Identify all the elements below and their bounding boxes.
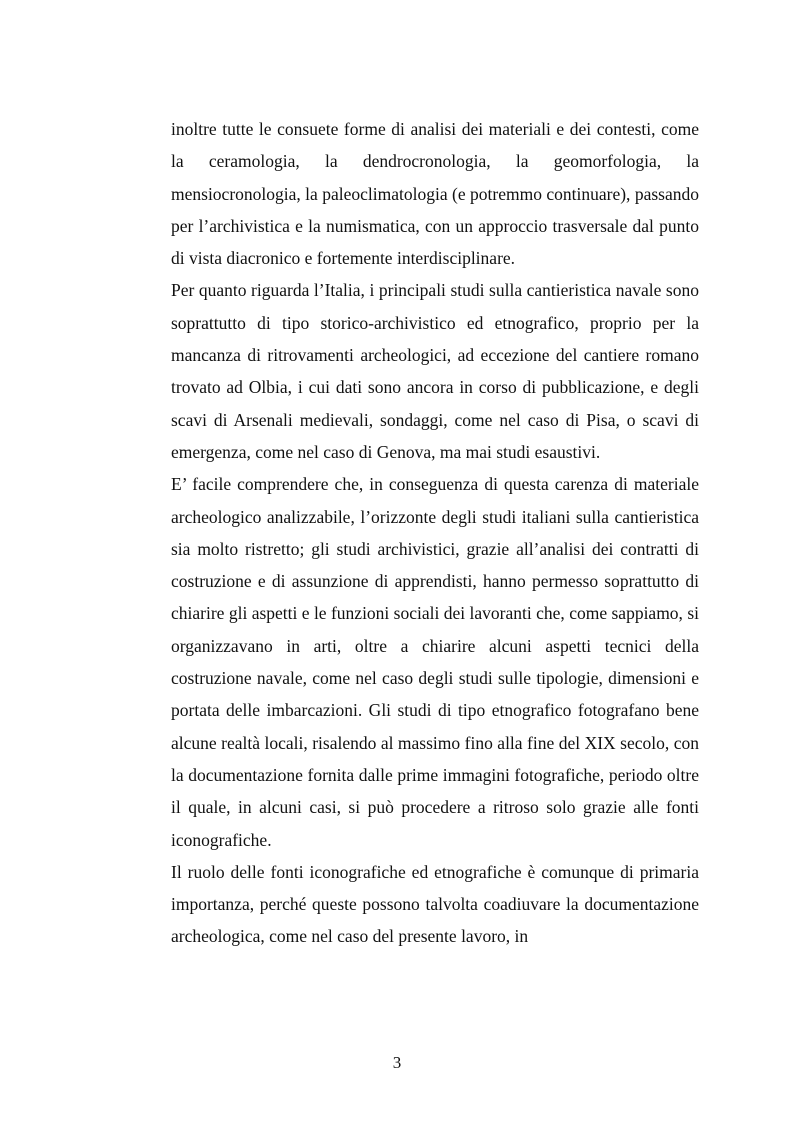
- paragraph-1: inoltre tutte le consuete forme di analisi dei materiali e dei contesti, come la ceramologia, la dendrocronologia, la geomorfologia, la mensiocronologia, la paleoclimatologia (e potremmo continuare), passando per l’archivistica e la numismatica, con un approccio trasversale dal punto di vista diacronico e fortemente interdisciplinare.: [171, 119, 699, 269]
- page-number: 3: [392, 1053, 402, 1072]
- body-text: [171, 113, 699, 953]
- paragraph-2: Per quanto riguarda l’Italia, i principali studi sulla cantieristica navale sono soprattutto di tipo storico-archivistico ed etnografico, proprio per la mancanza di ritrovamenti archeologici, ad eccezione del cantiere romano trovato ad Olbia, i cui dati sono ancora in corso di pubblicazione, e degli scavi di Arsenali medievali, sondaggi, come nel caso di Pisa, o scavi di emergenza, come nel caso di Genova, ma mai studi esaustivi.: [171, 280, 699, 462]
- paragraph-4: Il ruolo delle fonti iconografiche ed etnografiche è comunque di primaria importanza, perché queste possono talvolta coadiuvare la documentazione archeologica, come nel caso del presente lavoro, in: [171, 861, 699, 947]
- paragraph-3: E’ facile comprendere che, in conseguenza di questa carenza di materiale archeologico analizzabile, l’orizzonte degli studi italiani sulla cantieristica sia molto ristretto; gli studi archivistici, grazie all’analisi dei contratti di costruzione e di assunzione di apprendisti, hanno permesso soprattutto di chiarire gli aspetti e le funzioni sociali dei lavoranti che, come sappiamo, si organizzavano in arti, oltre a chiarire alcuni aspetti tecnici della costruzione navale, come nel caso degli studi sulle tipologie, dimensioni e portata delle imbarcazioni. Gli studi di tipo etnografico fotografano bene alcune realtà locali, risalendo al massimo fino alla fine del XIX secolo, con la documentazione fornita dalle prime immagini fotografiche, periodo oltre il quale, in alcuni casi, si può procedere a ritroso solo grazie alle fonti iconografiche.: [171, 474, 699, 850]
